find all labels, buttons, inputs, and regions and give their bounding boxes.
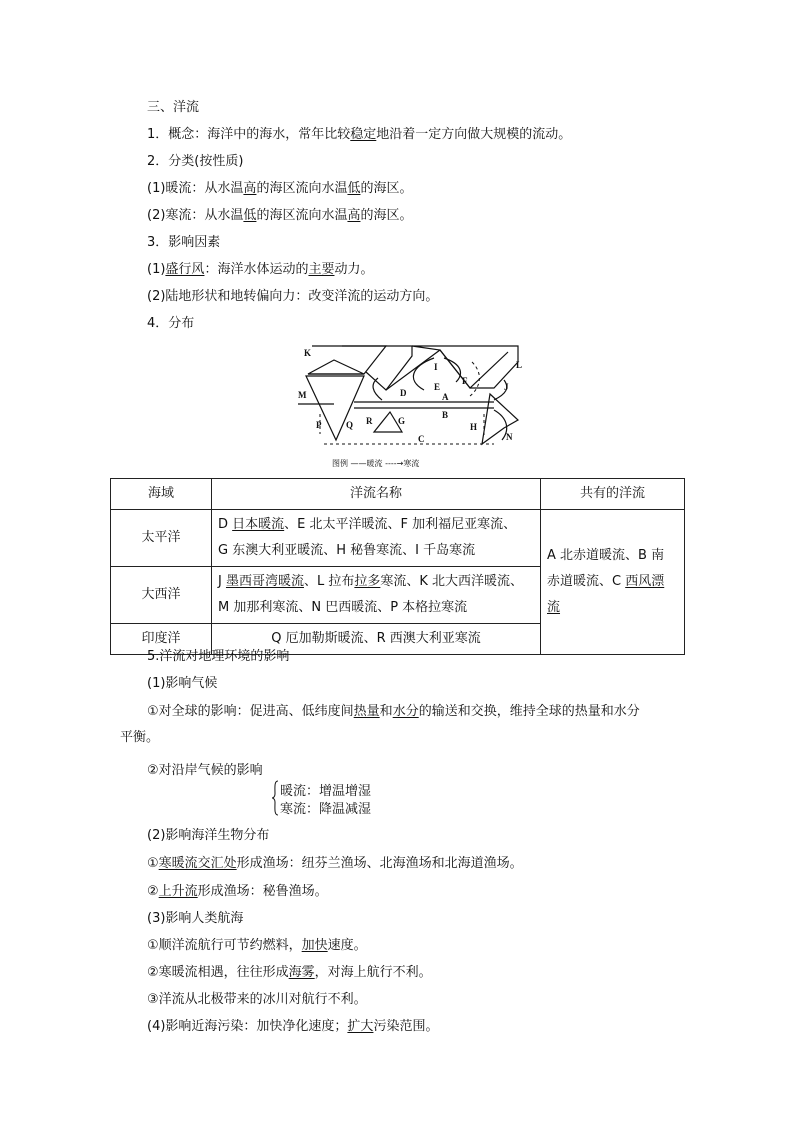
current-e xyxy=(413,358,434,390)
text: ① xyxy=(147,856,159,871)
fishery-line-2 xyxy=(147,883,328,901)
text: (4)影响近海污染：加快净化速度； xyxy=(147,1019,348,1034)
global-impact-line-2: 平衡。 xyxy=(120,730,160,745)
text: ①顺洋流航行可节约燃料， xyxy=(147,938,302,953)
common-currents xyxy=(541,510,685,655)
cold-current-f xyxy=(470,362,479,396)
text: J xyxy=(218,574,226,589)
sea-pacific: 太平洋 xyxy=(111,510,212,567)
text: 、L 拉布 xyxy=(303,574,355,589)
answer-blank: 流 xyxy=(547,600,561,615)
label-e: E xyxy=(434,382,441,392)
table-header-row xyxy=(111,479,685,510)
answer-blank: 加快 xyxy=(301,938,328,953)
label-h: H xyxy=(470,422,478,432)
diagram-legend: 图例 ——暖流 ----→寒流 xyxy=(332,459,420,468)
navigation-line-2 xyxy=(147,964,432,982)
answer-blank: 水分 xyxy=(392,704,419,719)
label-k: K xyxy=(304,348,312,358)
header-sea: 海域 xyxy=(111,479,212,510)
text: 的海区。 xyxy=(360,208,413,223)
factors-heading: 3．影响因素 xyxy=(147,235,221,250)
navigation-line-3: ③洋流从北极带来的冰川对航行不利。 xyxy=(147,992,367,1007)
text: 的输送和交换，维持全球的热量和水分 xyxy=(418,704,640,719)
concept-line xyxy=(147,126,571,144)
text: 的海区。 xyxy=(360,181,413,196)
text: 动力。 xyxy=(334,262,374,277)
classification-heading: 2．分类(按性质) xyxy=(147,154,244,169)
text: 和 xyxy=(379,704,393,719)
answer-blank: 热量 xyxy=(353,704,380,719)
answer-blank: 上升流 xyxy=(158,884,198,899)
text: 速度。 xyxy=(327,938,367,953)
fishery-line-1 xyxy=(147,855,523,873)
header-common: 共有的洋流 xyxy=(541,479,685,510)
navigation-heading: (3)影响人类航海 xyxy=(147,911,244,926)
answer-blank: 低 xyxy=(347,181,361,196)
label-a: A xyxy=(442,392,449,402)
label-d: D xyxy=(400,388,407,398)
section-title: 三、洋流 xyxy=(147,100,200,115)
label-b: B xyxy=(442,410,449,420)
answer-blank: 墨西哥湾暖流 xyxy=(225,574,304,589)
answer-blank: 日本暖流 xyxy=(232,517,285,532)
text: A 北赤道暖流、B 南 xyxy=(547,548,665,563)
text: ②寒暖流相遇，往往形成 xyxy=(147,965,289,980)
text: 形成渔场：秘鲁渔场。 xyxy=(197,884,328,899)
concept-text-end: 地沿着一定方向做大规模的流动。 xyxy=(376,127,572,142)
concept-text: 1．概念：海洋中的海水，常年比较 xyxy=(147,127,351,142)
label-g: G xyxy=(398,416,406,426)
text: 形成渔场：纽芬兰渔场、北海渔场和北海道渔场。 xyxy=(236,856,523,871)
distribution-heading: 4．分布 xyxy=(147,316,195,331)
text: ② xyxy=(147,884,159,899)
answer-blank: 稳定 xyxy=(350,127,377,142)
ocean-current-diagram xyxy=(294,344,526,472)
warm-effect: 暖流：增温增湿 xyxy=(280,784,372,799)
text: ，对海上航行不利。 xyxy=(314,965,432,980)
answer-blank: 高 xyxy=(347,208,361,223)
label-l: L xyxy=(516,360,523,370)
climate-heading: (1)影响气候 xyxy=(147,676,218,691)
cold-effect: 寒流：降温减湿 xyxy=(280,802,372,817)
factor-wind-line xyxy=(147,261,373,279)
answer-blank: 寒暖流交汇处 xyxy=(158,856,237,871)
atlantic-currents xyxy=(212,567,541,624)
label-f: F xyxy=(462,376,468,386)
text: ①对全球的影响：促进高、低纬度间 xyxy=(147,704,354,719)
answer-blank: 扩大 xyxy=(347,1019,374,1034)
brace-icon xyxy=(271,780,279,816)
label-q: Q xyxy=(346,420,354,430)
current-i xyxy=(444,358,460,382)
factor-land-line: (2)陆地形状和地转偏向力：改变洋流的运动方向。 xyxy=(147,289,439,304)
answer-blank: 盛行风 xyxy=(165,262,205,277)
landmass-west-north xyxy=(308,346,386,374)
answer-blank: 低 xyxy=(243,208,257,223)
text: 赤道暖流、C xyxy=(547,574,626,589)
current-n xyxy=(494,410,507,440)
landmass-americas-north xyxy=(308,360,364,374)
text: 的海区流向水温 xyxy=(256,208,348,223)
text: D xyxy=(218,517,233,532)
label-p: P xyxy=(316,420,322,430)
text: (2)寒流：从水温 xyxy=(147,208,244,223)
text: (1) xyxy=(147,262,166,277)
cold-current-line xyxy=(147,207,412,225)
label-i: I xyxy=(434,362,438,372)
text: ：海洋水体运动的 xyxy=(204,262,309,277)
header-currents: 洋流名称 xyxy=(212,479,541,510)
text: 污染范围。 xyxy=(373,1019,439,1034)
answer-blank: 西风漂 xyxy=(625,574,665,589)
label-m: M xyxy=(298,390,307,400)
pollution-line xyxy=(147,1018,438,1036)
current-d xyxy=(373,378,382,400)
label-c: C xyxy=(418,434,425,444)
text: 、E 北太平洋暖流、F 加利福尼亚寒流、 xyxy=(284,517,517,532)
label-r: R xyxy=(366,416,373,426)
navigation-line-1 xyxy=(147,937,367,955)
sea-indian: 印度洋 xyxy=(111,624,212,655)
ocean-currents-table xyxy=(110,478,685,655)
answer-blank: 高 xyxy=(243,181,257,196)
biology-heading: (2)影响海洋生物分布 xyxy=(147,828,270,843)
sea-atlantic: 大西洋 xyxy=(111,567,212,624)
text: G 东澳大利亚暖流、H 秘鲁寒流、I 千岛寒流 xyxy=(218,543,476,558)
global-impact-line xyxy=(147,703,640,721)
pacific-currents xyxy=(212,510,541,567)
label-j: J xyxy=(504,382,509,392)
answer-blank: 海雾 xyxy=(288,965,315,980)
text: M 加那利寒流、N 巴西暖流、P 本格拉寒流 xyxy=(218,600,468,615)
landmass-center xyxy=(386,350,508,390)
text: 寒流、K 北大西洋暖流、 xyxy=(380,574,524,589)
text: 的海区流向水温 xyxy=(256,181,348,196)
indian-currents: Q 厄加勒斯暖流、R 西澳大利亚寒流 xyxy=(212,624,541,655)
answer-blank: 拉多 xyxy=(354,574,381,589)
warm-current-line xyxy=(147,180,412,198)
text: (1)暖流：从水温 xyxy=(147,181,244,196)
table-row xyxy=(111,510,685,567)
answer-blank: 主要 xyxy=(308,262,335,277)
label-n: N xyxy=(506,432,513,442)
coastal-impact-label: ②对沿岸气候的影响 xyxy=(147,763,263,778)
impact-heading: 5.洋流对地理环境的影响 xyxy=(147,649,290,664)
